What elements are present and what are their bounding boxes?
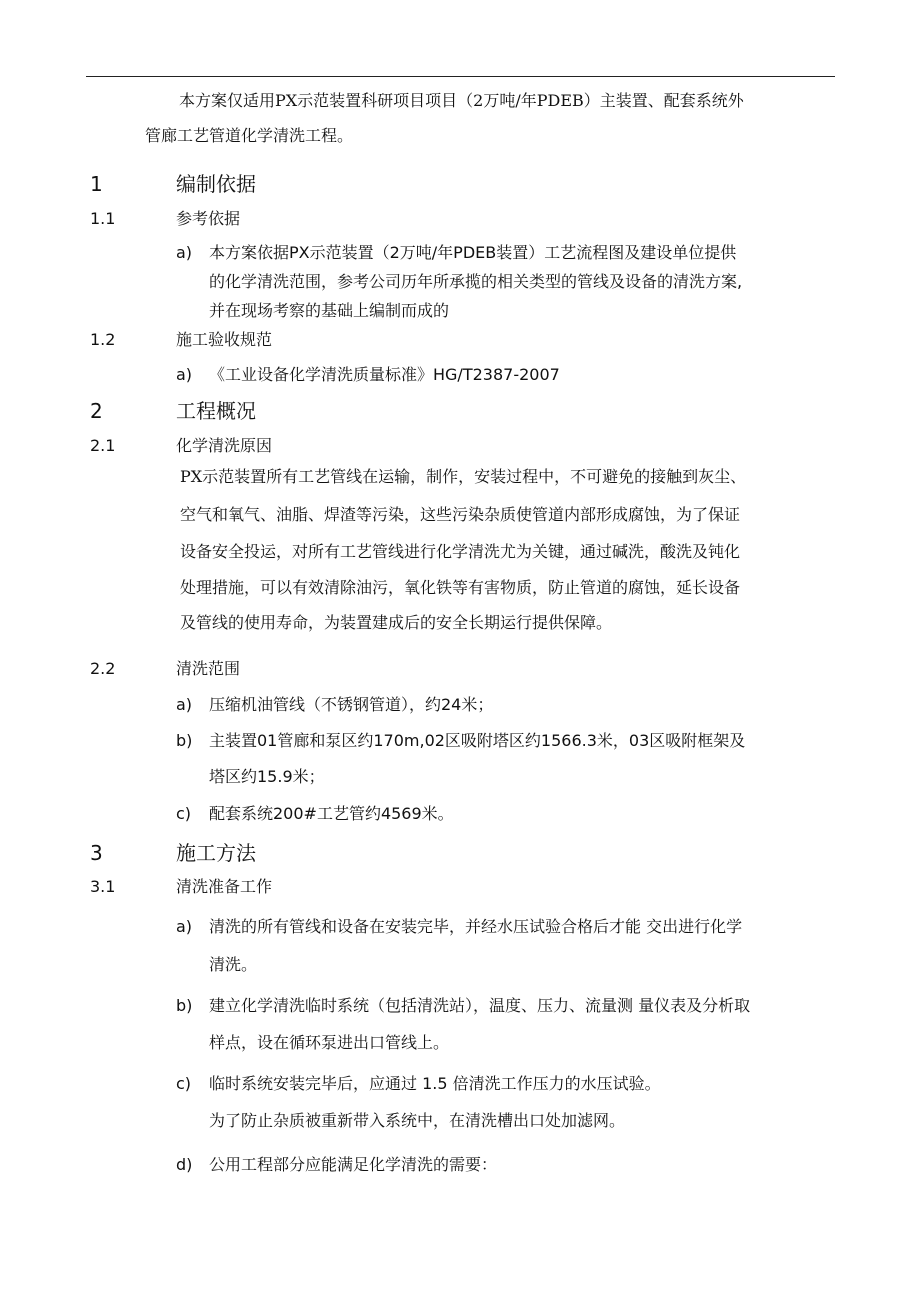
- paragraph-line: 空气和氧气、油脂、焊渣等污染，这些污染杂质使管道内部形成腐蚀，为了保证: [180, 505, 741, 524]
- list-text-line: 为了防止杂质被重新带入系统中，在清洗槽出口处加滤网。: [209, 1111, 626, 1130]
- section-title: 编制依据: [176, 172, 256, 196]
- section-title: 施工验收规范: [176, 330, 273, 349]
- section-title: 清洗范围: [176, 659, 241, 678]
- list-text-line: 临时系统安装完毕后，应通过 1.5 倍清洗工作压力的水压试验。: [209, 1074, 661, 1093]
- list-text-line: 塔区约15.9米；: [209, 767, 325, 786]
- list-label: b): [176, 731, 193, 750]
- list-text-line: 清洗。: [209, 955, 258, 974]
- section-number: 1.1: [90, 209, 116, 228]
- section-number: 2.2: [90, 659, 116, 678]
- intro-line-2: 管廊工艺管道化学清洗工程。: [145, 126, 354, 145]
- section-title: 参考依据: [176, 209, 241, 228]
- list-text-line: 建立化学清洗临时系统（包括清洗站），温度、压力、流量测 量仪表及分析取: [209, 996, 751, 1015]
- paragraph-line: 设备安全投运，对所有工艺管线进行化学清洗尤为关键，通过碱洗，酸洗及钝化: [180, 542, 741, 561]
- paragraph-line: 处理措施，可以有效清除油污，氧化铁等有害物质，防止管道的腐蚀，延长设备: [180, 578, 741, 597]
- list-text-line: 公用工程部分应能满足化学清洗的需要：: [209, 1155, 498, 1174]
- section-title: 工程概况: [176, 399, 256, 423]
- section-number: 1: [90, 172, 103, 196]
- list-text-line: 的化学清洗范围，参考公司历年所承揽的相关类型的管线及设备的清洗方案,: [209, 272, 743, 291]
- list-label: a): [176, 917, 193, 936]
- list-text-line: 《工业设备化学清洗质量标准》HG/T2387-2007: [209, 365, 560, 384]
- section-title: 施工方法: [176, 841, 256, 865]
- list-label: d): [176, 1155, 193, 1174]
- section-title: 清洗准备工作: [176, 877, 273, 896]
- paragraph-line: PX示范装置所有工艺管线在运输，制作，安装过程中，不可避免的接触到灰尘、: [180, 467, 747, 486]
- intro-line-1: 本方案仅适用PX示范装置科研项目项目（2万吨/年PDEB）主装置、配套系统外: [179, 91, 744, 110]
- section-number: 2.1: [90, 436, 116, 455]
- list-text-line: 主装置01管廊和泵区约170m,02区吸附塔区约1566.3米，03区吸附框架及: [209, 731, 746, 750]
- section-number: 3: [90, 841, 103, 865]
- list-label: b): [176, 996, 193, 1015]
- section-number: 1.2: [90, 330, 116, 349]
- list-label: a): [176, 365, 193, 384]
- section-number: 2: [90, 399, 103, 423]
- list-text-line: 本方案依据PX示范装置（2万吨/年PDEB装置）工艺流程图及建设单位提供: [209, 243, 737, 262]
- paragraph-line: 及管线的使用寿命，为装置建成后的安全长期运行提供保障。: [180, 613, 613, 632]
- list-text-line: 压缩机油管线（不锈钢管道），约24米；: [209, 695, 494, 714]
- list-text-line: 样点，设在循环泵进出口管线上。: [209, 1033, 450, 1052]
- list-label: a): [176, 695, 193, 714]
- list-label: c): [176, 1074, 192, 1093]
- header-rule: [86, 76, 835, 77]
- section-number: 3.1: [90, 877, 116, 896]
- list-label: a): [176, 243, 193, 262]
- list-text-line: 清洗的所有管线和设备在安装完毕，并经水压试验合格后才能 交出进行化学: [209, 917, 743, 936]
- list-label: c): [176, 804, 192, 823]
- section-title: 化学清洗原因: [176, 436, 273, 455]
- list-text-line: 配套系统200#工艺管约4569米。: [209, 804, 454, 823]
- list-text-line: 并在现场考察的基础上编制而成的: [209, 301, 450, 320]
